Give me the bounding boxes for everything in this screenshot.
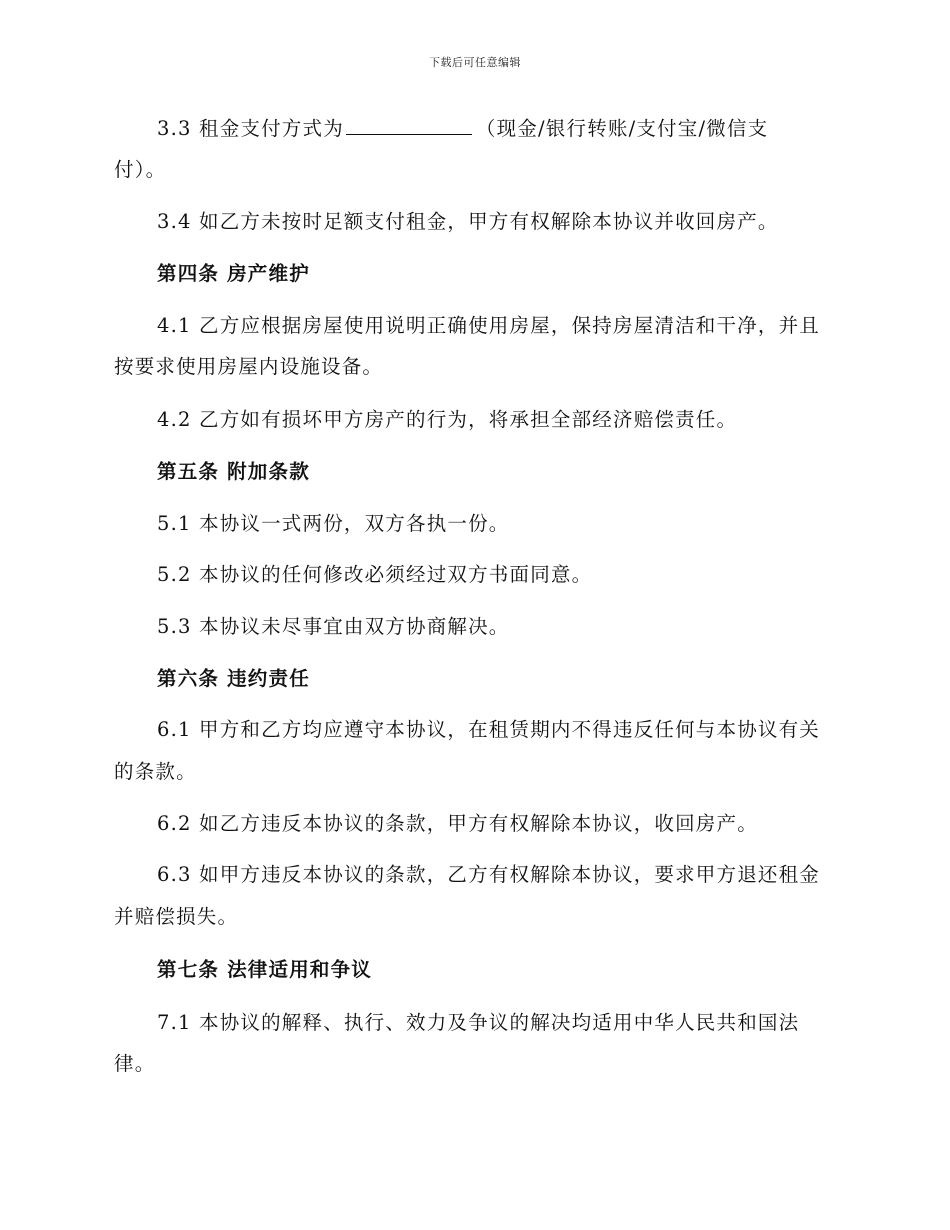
clause-5-3: 5.3 本协议未尽事宜由双方协商解决。 [157, 615, 510, 638]
page-header: 下载后可任意编辑 [429, 56, 521, 69]
section-6-heading: 第六条 违约责任 [157, 667, 310, 690]
payment-method-blank [346, 115, 472, 135]
clause-3-3-line-2: 付）。 [114, 158, 167, 181]
clause-3-3-line-1 [157, 115, 768, 142]
clause-7-1-line-2: 律。 [114, 1052, 156, 1075]
clause-4-1-line-1: 4.1 乙方应根据房屋使用说明正确使用房屋，保持房屋清洁和干净，并且 [157, 314, 821, 337]
clause-6-1-line-1: 6.1 甲方和乙方均应遵守本协议，在租赁期内不得违反任何与本协议有关 [157, 718, 821, 741]
clause-3-3-options: （现金/银行转账/支付宝/微信支 [475, 117, 769, 140]
clause-5-1: 5.1 本协议一式两份，双方各执一份。 [157, 512, 510, 535]
clause-7-1-line-1: 7.1 本协议的解释、执行、效力及争议的解决均适用中华人民共和国法 [157, 1011, 800, 1034]
clause-4-1-line-2: 按要求使用房屋内设施设备。 [114, 355, 384, 378]
section-5-heading: 第五条 附加条款 [157, 460, 310, 483]
clause-6-1-line-2: 的条款。 [114, 760, 197, 783]
clause-5-2: 5.2 本协议的任何修改必须经过双方书面同意。 [157, 563, 593, 586]
clause-6-2: 6.2 如乙方违反本协议的条款，甲方有权解除本协议，收回房产。 [157, 812, 758, 835]
section-4-heading: 第四条 房产维护 [157, 262, 310, 285]
section-7-heading: 第七条 法律适用和争议 [157, 958, 372, 981]
clause-3-4: 3.4 如乙方未按时足额支付租金，甲方有权解除本协议并收回房产。 [157, 210, 779, 233]
clause-4-2: 4.2 乙方如有损坏甲方房产的行为，将承担全部经济赔偿责任。 [157, 408, 738, 431]
clause-6-3-line-1: 6.3 如甲方违反本协议的条款，乙方有权解除本协议，要求甲方退还租金 [157, 863, 821, 886]
clause-6-3-line-2: 并赔偿损失。 [114, 905, 239, 928]
clause-3-3-text: 3.3 租金支付方式为 [157, 117, 344, 140]
